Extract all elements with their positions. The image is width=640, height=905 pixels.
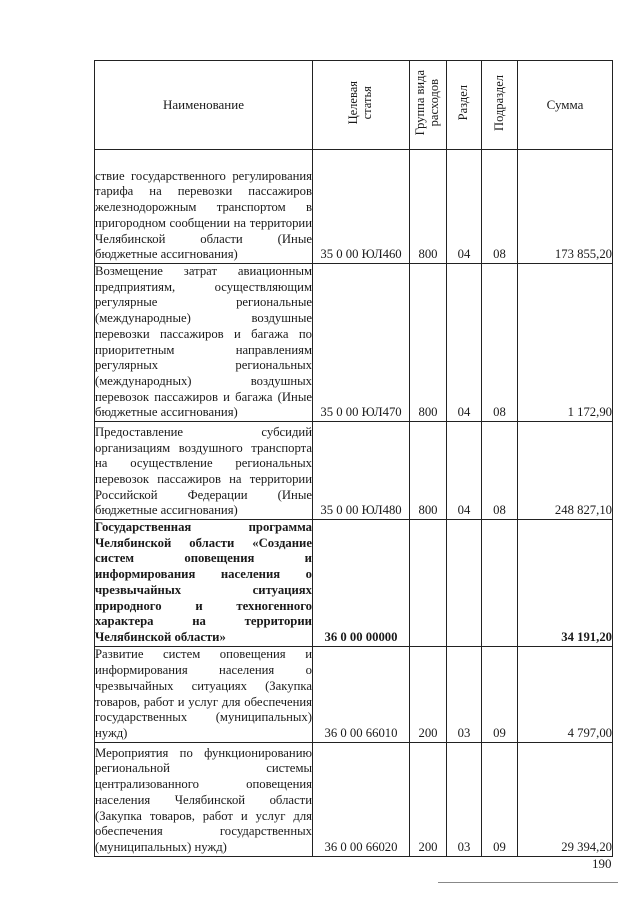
row-group: 800 [410,422,447,520]
row-subsection: 09 [482,646,518,742]
row-subsection: 08 [482,264,518,422]
row-group: 200 [410,646,447,742]
table-row [95,742,613,856]
row-group: 800 [410,150,447,264]
footer-rule [438,882,618,883]
row-sum: 173 855,20 [518,150,613,264]
row-section: 03 [447,742,482,856]
row-sum: 29 394,20 [518,742,613,856]
row-name: Развитие систем оповещения и информирования населения о чрезвычайных ситуациях (Закупка товаров, работ и услуг для обеспечения государственных (муниципальных) нужд) [95,646,313,742]
header-target-label: Целевая статья [346,81,374,125]
row-section: 04 [447,264,482,422]
row-sum: 1 172,90 [518,264,613,422]
row-section: 04 [447,422,482,520]
row-sum: 34 191,20 [518,520,613,647]
row-section: 03 [447,646,482,742]
row-target-code: 35 0 00 ЮЛ480 [313,422,410,520]
row-name: Предоставление субсидий организациям воздушного транспорта на осуществление региональных перевозок пассажиров на территории Российской Федерации (Иные бюджетные ассигнования) [95,422,313,520]
row-section: 04 [447,150,482,264]
header-target-article [313,61,410,150]
table-row [95,422,613,520]
header-subsection [482,61,518,150]
budget-table [94,60,613,857]
row-subsection: 08 [482,422,518,520]
row-group [410,520,447,647]
header-expense-group [410,61,447,150]
row-group: 800 [410,264,447,422]
row-target-code: 36 0 00 66010 [313,646,410,742]
row-name: Государственная программа Челябинской области «Создание систем оповещения и информирования населения о чрезвычайных ситуациях природного и техногенного характера на территории Челябинской области» [95,520,313,647]
table-row [95,150,613,264]
header-section-label: Раздел [456,85,471,121]
row-group: 200 [410,742,447,856]
row-target-code: 36 0 00 66020 [313,742,410,856]
header-subsection-label: Подраздел [491,75,506,131]
row-sum: 248 827,10 [518,422,613,520]
table-row [95,264,613,422]
header-section [447,61,482,150]
row-target-code: 35 0 00 ЮЛ460 [313,150,410,264]
table-row-program [95,520,613,647]
row-sum: 4 797,00 [518,646,613,742]
row-name: ствие государственного регулирования тарифа на перевозки пассажиров железнодорожным транспортом в пригородном сообщении на территории Челябинской области (Иные бюджетные ассигнования) [95,150,313,264]
header-sum: Сумма [518,61,613,150]
page-number: 190 [592,856,612,871]
header-name: Наименование [95,61,313,150]
row-subsection [482,520,518,647]
row-target-code: 35 0 00 ЮЛ470 [313,264,410,422]
header-group-label: Группа вида расходов [413,70,441,136]
row-target-code: 36 0 00 00000 [313,520,410,647]
table-header-row [95,61,613,150]
row-subsection: 09 [482,742,518,856]
row-name: Мероприятия по функционированию региональной системы централизованного оповещения населения Челябинской области (Закупка товаров, работ и услуг для обеспечения государственных (муниципальных) нужд) [95,742,313,856]
row-section [447,520,482,647]
table-row [95,646,613,742]
row-name: Возмещение затрат авиационным предприятиям, осуществляющим регулярные региональные (международные) воздушные перевозки пассажиров и багажа по приоритетным направлениям регулярных региональных (международных) воздушных перевозок пассажиров и багажа (Иные бюджетные ассигнования) [95,264,313,422]
row-subsection: 08 [482,150,518,264]
